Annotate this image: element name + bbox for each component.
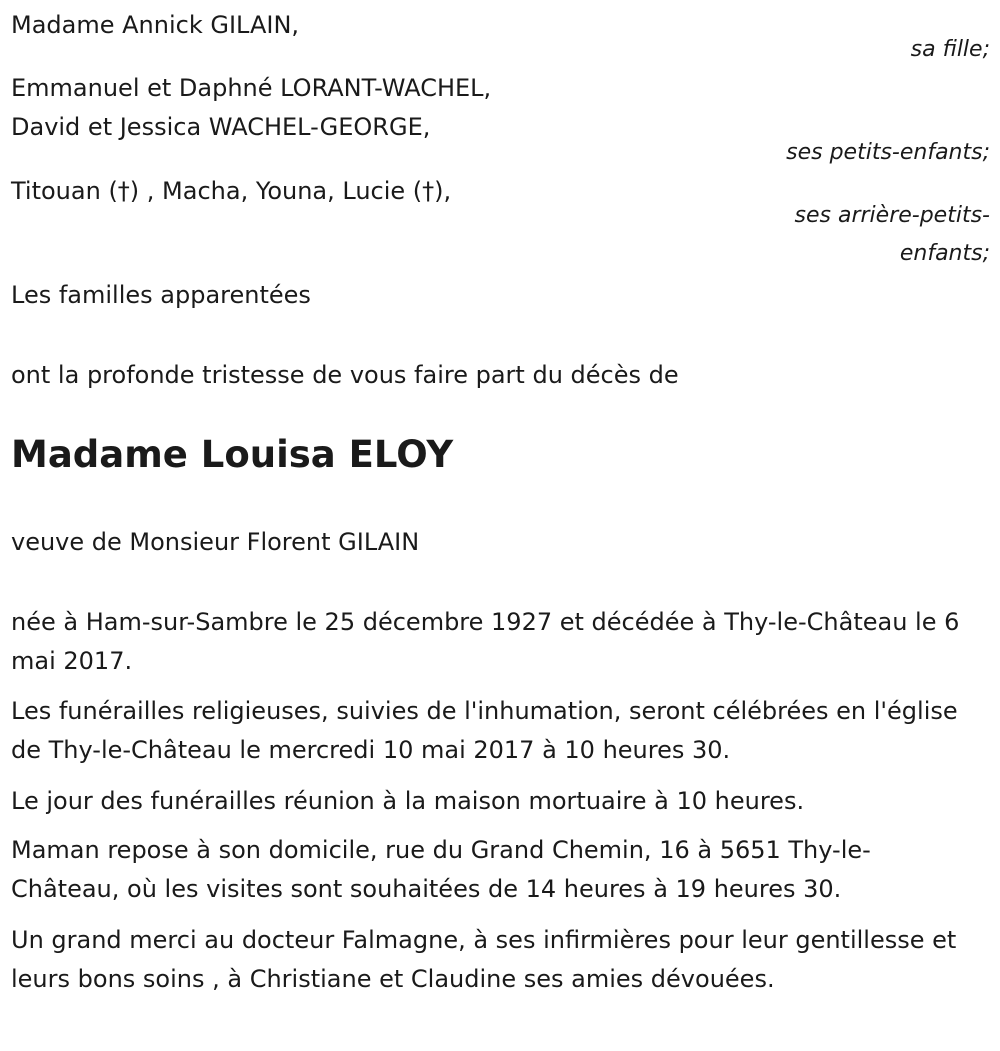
grandchildren-role: ses petits-enfants; <box>786 140 990 165</box>
grandchild-line-2: David et Jessica WACHEL-GEORGE, <box>11 113 431 141</box>
grandchild-line-1: Emmanuel et Daphné LORANT-WACHEL, <box>11 74 492 102</box>
great-grandchildren-role-line-2: enfants; <box>899 241 990 266</box>
great-grandchildren-role-line-1: ses arrière-petits- <box>794 203 990 228</box>
gathering-paragraph: Le jour des funérailles réunion à la maison mortuaire à 10 heures. <box>11 787 805 815</box>
funeral-paragraph: Les funérailles religieuses, suivies de l'inhumation, seront célébrées en l'église de Thy-le-Château le mercredi 10 mai 2017 à 10 heures 30. <box>11 697 958 764</box>
viewing-paragraph: Maman repose à son domicile, rue du Grand Chemin, 16 à 5651 Thy-le-Château, où les visites sont souhaitées de 14 heures à 19 heures 30. <box>11 836 871 903</box>
great-grandchildren-names: Titouan (†) , Macha, Youna, Lucie (†), <box>11 177 452 205</box>
announcement-line: ont la profonde tristesse de vous faire part du décès de <box>11 361 679 389</box>
daughter-name: Madame Annick GILAIN, <box>11 11 300 39</box>
deceased-name: Madame Louisa ELOY <box>11 433 454 476</box>
birth-death-paragraph: née à Ham-sur-Sambre le 25 décembre 1927 et décédée à Thy-le-Château le 6 mai 2017. <box>11 608 960 675</box>
thanks-paragraph: Un grand merci au docteur Falmagne, à ses infirmières pour leur gentillesse et leurs bons soins , à Christiane et Claudine ses amies dévouées. <box>11 926 957 993</box>
daughter-role: sa fille; <box>910 37 990 62</box>
spouse-line: veuve de Monsieur Florent GILAIN <box>11 528 420 556</box>
relatives-line: Les familles apparentées <box>11 281 311 309</box>
